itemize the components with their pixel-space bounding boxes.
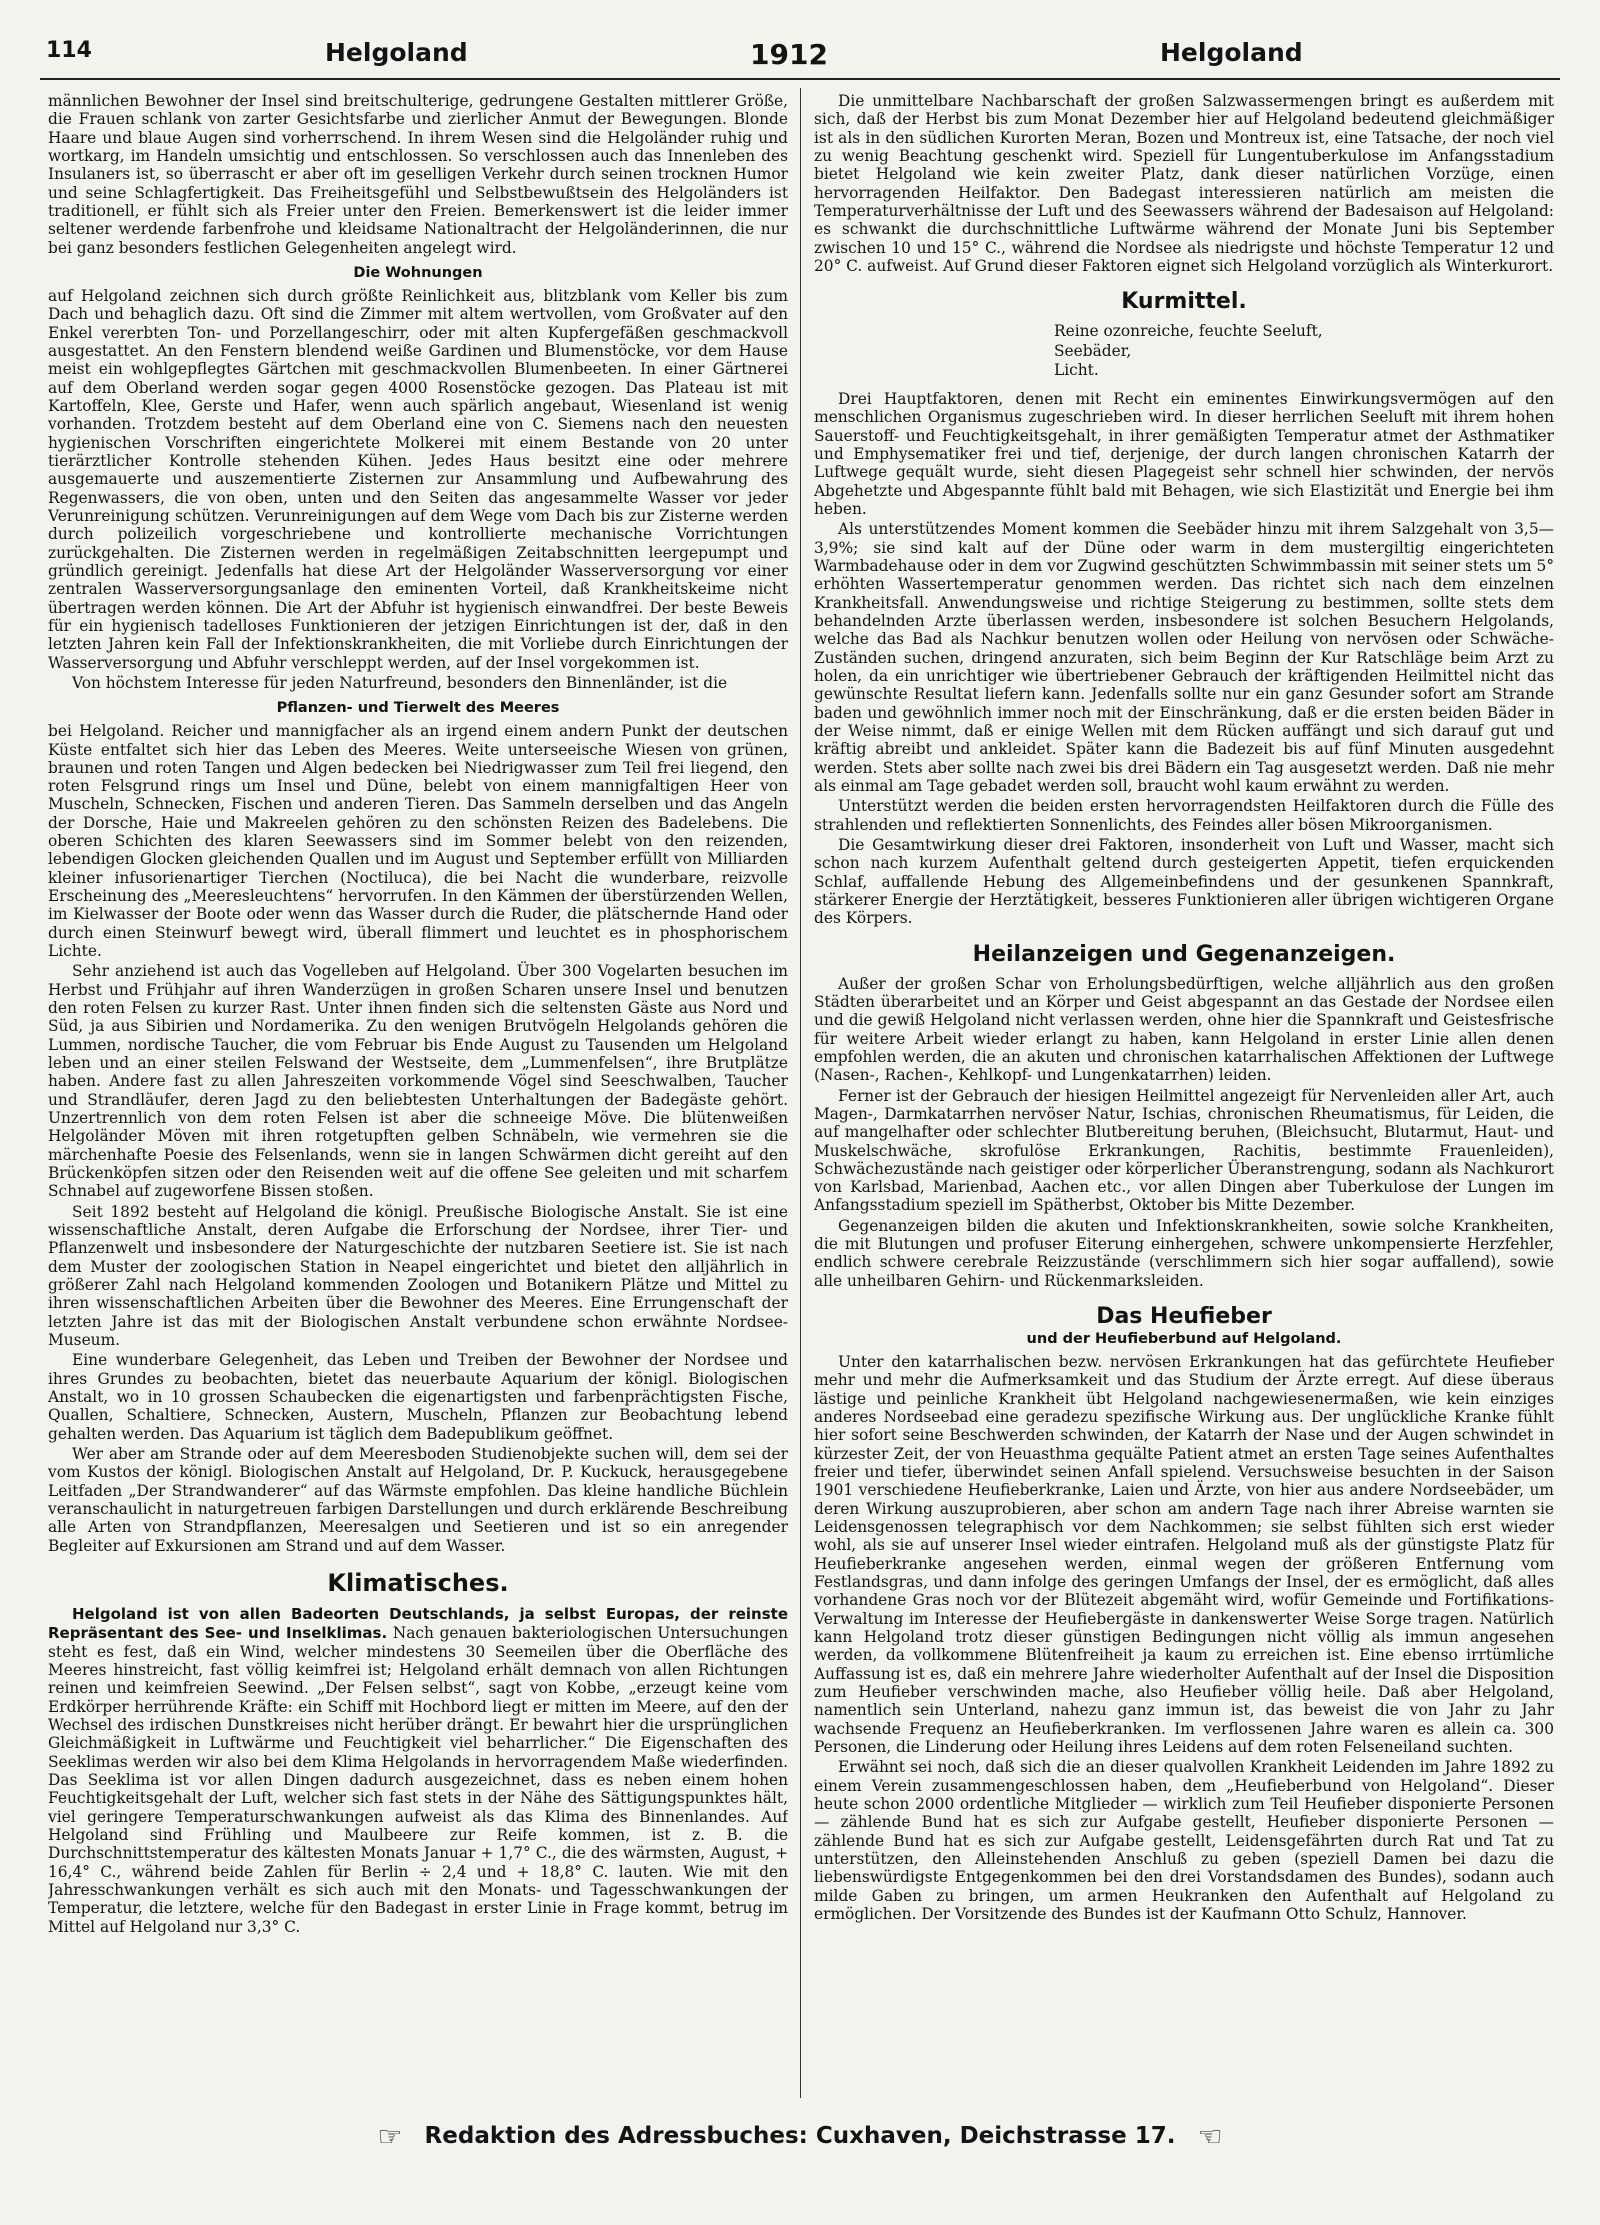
- paragraph-aquarium: Eine wunderbare Gelegenheit, das Leben und Treiben der Bewohner der Nordsee und ihres Grundes zu beobachten, bietet das neuerbaute Aquarium der königl. Biologischen Anstalt, wo in 10 grossen Schaubecken die eigenartigsten und farbenprächtigsten Fische, Quallen, Schaltiere, Schnecken, Austern, Muscheln, Pflanzen zur Beobachtung lebend gehalten werden. Das Aquarium ist täglich dem Badepublikum geöffnet.: [48, 1351, 788, 1443]
- paragraph-heilanzeigen-2: Ferner ist der Gebrauch der hiesigen Heilmittel angezeigt für Nervenleiden aller Art, auch Magen-, Darmkatarrhen nervöser Natur, Ischias, chronischen Rheumatismus, für Leiden, die auf mangelhafter oder schlechter Blutbereitung beruhen, (Bleichsucht, Blutarmut, Haut- und Muskelschwäche, skrofulöse Erkrankungen, Rachitis, bestimmte Frauenleiden), Schwächezustände nach geistiger oder körperlicher Überanstrengung, sodann als Nachkurort von Karlsbad, Marienbad, Aachen etc., vor allen Dingen aber Tuberkulose der Lungen im Anfangsstadium speziell im Spätherbst, Oktober bis Mitte Dezember.: [814, 1086, 1554, 1215]
- column-divider: [800, 88, 801, 2098]
- left-column: [48, 92, 788, 2100]
- heading-pflanzen-tierwelt: Pflanzen- und Tierwelt des Meeres: [276, 700, 560, 717]
- heading-wohnungen: Die Wohnungen: [353, 264, 483, 281]
- running-header: [40, 34, 1560, 80]
- pointing-hand-left-icon: ☜: [1197, 2120, 1223, 2153]
- heading-kurmittel: Kurmittel.: [1121, 289, 1247, 315]
- paragraph-inhabitants: männlichen Bewohner der Insel sind breitschulterige, gedrungene Gestalten mittlerer Größe, die Frauen schlank von zarter Gesichtsfarbe und zierlicher Anmut der Bewegungen. Blonde Haare und blaue Augen sind vorherrschend. In ihrem Wesen sind die Helgoländer ruhig und wortkarg, im Handeln umsichtig und entschlossen. So verschlossen auch das Innenleben des Insulaners ist, so überrascht er aber oft im geselligen Verkehr durch seinen trocknen Humor und seine Schlagfertigkeit. Das Freiheitsgefühl und Selbstbewußtsein des Helgoländers ist traditionell, er fühlt sich als Freier unter den Freien. Bemerkenswert ist die leider immer seltener werdende farbenfrohe und kleidsame Nationaltracht der Helgoländerinnen, die nur bei ganz besonders festlichen Gelegenheiten angelegt wird.: [48, 92, 788, 257]
- paragraph-wohnungen: auf Helgoland zeichnen sich durch größte Reinlichkeit aus, blitzblank vom Keller bis zum Dach und behaglich dazu. Oft sind die Zimmer mit altem wertvollen, vom Großvater auf den Enkel vererbten Ton- und Porzellangeschirr, oder mit alten Kupfergefäßen geschmackvoll ausgestattet. An den Fenstern blendend weiße Gardinen und Blumenstöcke, vor dem Hause meist ein wohlgepflegtes Gärtchen mit geschmackvollen Blumenbeeten. In einer Gärtnerei auf dem Oberland werden sogar gegen 4000 Rosenstöcke gezogen. Das Plateau ist mit Kartoffeln, Klee, Gerste und Hafer, wenn auch spärlich angebaut, Wiesenland ist wenig vorhanden. Trotzdem besteht auf dem Oberland eine von C. Siemens nach den neuesten hygienischen Vorschriften eingerichtete Molkerei mit einem Bestande von 20 unter tierärztlicher Kontrolle stehenden Kühen. Jedes Haus besitzt eine oder mehrere ausgemauerte und auszementierte Zisternen zur Ansammlung und Aufbewahrung des Regenwassers, die von oben, unten und den Seiten das angesammelte Wasser vor jeder Verunreinigung schützen. Verunreinigungen auf dem Wege vom Dach bis zur Zisterne werden durch polizeilich vorgeschriebene und kontrollierte mechanische Vorrichtungen zurückgehalten. Die Zisternen werden in regelmäßigen Zeitabschnitten leergepumpt und gründlich gereinigt. Jedenfalls hat diese Art der Helgoländer Wasserversorgung vor einer zentralen Wasserversorgungsanlage den eminenten Vorteil, daß Krankheitskeime nicht übertragen werden können. Die Art der Abfuhr ist hygienisch einwandfrei. Der beste Beweis für ein hygienisch tadelloses Funktionieren der jetzigen Einrichtungen ist der, daß in den letzten Jahren kein Fall der Infektionskrankheiten, die mit Vorliebe durch Einrichtungen der Wasserversorgung und Abfuhr verschleppt werden, auf der Insel vorgekommen ist.: [48, 286, 788, 672]
- header-title-right: Helgoland: [1160, 38, 1303, 67]
- paragraph-heufieber-2: Erwähnt sei noch, daß sich die an dieser qualvollen Krankheit Leidenden im Jahre 1892 zu einem Verein zusammengeschlossen haben, dem „Heufieberbund von Helgoland“. Dieser heute schon 2000 ordentliche Mitglieder — wirklich zum Teil Heufieber disponierte Personen — zählende Bund hat es sich zur Aufgabe gestellt, Heufieber disponierte Personen — zählende Bund hat es sich zur Aufgabe gestellt, Leidensgefährten durch Rat und Tat zu unterstützen, den Alleinstehenden Anschluß zu geben (speziell Damen bei dazu die liebenswürdigste Entgegenkommen bei den drei Vorstandsdamen des Bundes), sodann auch milde Gaben zu bringen, um armen Heukranken den Aufenthalt auf Helgoland zu ermöglichen. Der Vorsitzende des Bundes ist der Kaufmann Otto Schulz, Hannover.: [814, 1758, 1554, 1923]
- heading-heufieber: Das Heufieber: [1096, 1304, 1272, 1330]
- paragraph-vogelleben: Sehr anziehend ist auch das Vogelleben auf Helgoland. Über 300 Vogelarten besuchen im Herbst und Frühjahr auf ihren Wanderzügen in großen Scharen unsere Insel und benutzen den roten Felsen zu kurzer Rast. Unter ihnen finden sich die seltensten Gäste aus Nord und Süd, ja aus Sibirien und Nordamerika. Zu den wenigen Brutvögeln Helgolands gehören die Lummen, nordische Taucher, die vom Februar bis Ende August zu Tausenden um Helgoland leben und an einer steilen Felswand der Westseite, dem „Lummenfelsen“, ihre Brutplätze haben. Andere fast zu allen Jahreszeiten vorkommende Vögel sind Seeschwalben, Taucher und Strandläufer, deren Jagd zu den beliebtesten Unterhaltungen der Badegäste gehört. Unzertrennlich von dem roten Felsen ist aber die schneeige Möve. Die blütenweißen Helgoländer Möven mit ihren rotgetupften gelben Schnäbeln, wie vermehren sie die märchenhafte Poesie des Felsenlands, wenn sie in langen Schwärmen dicht gereiht auf den Brückenköpfen sitzen oder den Reisenden weit auf die offene See geleiten und mit scharfem Schnabel auf zugeworfene Bissen stoßen.: [48, 962, 788, 1201]
- heading-klimatisches: Klimatisches.: [327, 1568, 509, 1597]
- right-column: [814, 92, 1554, 2100]
- paragraph-gegenanzeigen: Gegenanzeigen bilden die akuten und Infektionskrankheiten, sowie solche Krankheiten, die mit Blutungen und profuser Eiterung einhergehen, schwere unkompensierte Herzfehler, endlich schwere cerebrale Reizzustände (verschlimmern sich hier sogar auffallend), sowie alle unheilbaren Gehirn- und Rückenmarksleiden.: [814, 1216, 1554, 1290]
- paragraph-gesamtwirkung: Die Gesamtwirkung dieser drei Faktoren, insonderheit von Luft und Wasser, macht sich schon nach kurzem Aufenthalt geltend durch gesteigerten Appetit, tiefen erquickenden Schlaf, auffallende Hebung des Allgemeinbefindens und der gesunkenen Spannkraft, stärkerer Energie der Herztätigkeit, besseres Funktionieren aller übrigen wichtigeren Organe des Körpers.: [814, 835, 1554, 928]
- subheading-heufieberbund: und der Heufieberbund auf Helgoland.: [1026, 1331, 1342, 1348]
- remedy-item: Licht.: [1054, 360, 1099, 379]
- page-number: 114: [46, 38, 92, 63]
- paragraph-pflanzen: bei Helgoland. Reicher und mannigfacher als an irgend einem andern Punkt der deutschen Küste entfaltet sich hier das Leben des Meeres. Weite unterseeische Wiesen von grünen, braunen und roten Tangen und Algen bedecken bei Niedrigwasser zum Teil frei liegend, den roten Felsgrund rings um Insel und Düne, belebt von einem mannigfaltigen Heer von Muscheln, Schnecken, Fischen und anderen Tieren. Das Sammeln derselben und das Angeln der Dorsche, Haie und Makreelen gehören zu den schönsten Reizen des Badelebens. Die oberen Schichten des klaren Seewassers sind im Sommer belebt von den reizenden, lebendigen Glocken gleichenden Quallen und im August und September erfüllt von Milliarden kleiner infusorienartiger Tierchen (Noctiluca), die bei Nacht die wunderbare, reizvolle Erscheinung des „Meeresleuchtens“ hervorrufen. In den Kämmen der überstürzenden Wellen, im Kielwasser der Boote oder wenn das Wasser durch die Ruder, die plätschernde Hand oder durch einen Steinwurf bewegt wird, überall flimmert und leuchtet es in phosphorischem Lichte.: [48, 722, 788, 961]
- footer-notice: [0, 2120, 1600, 2164]
- klima-body: Nach genauen bakteriologischen Untersuchungen steht es fest, daß ein Wind, welcher mindestens 30 Seemeilen über die Oberfläche des Meeres hinstreicht, fast völlig keimfrei ist; Helgoland erhält demnach von allen Richtungen reinen und keimfreien Seewind. „Der Felsen selbst“, sagt von Kobbe, „erzeugt keine vom Erdkörper herrührende Kräfte: ein Schiff mit Hochbord liegt er mitten im Meere, auf den der Wechsel des irdischen Dunstkreises nicht herüber drängt. Er bewahrt hier die ursprünglichen Gleichmäßigkeit in Luftwärme und Feuchtigkeit viel beharrlicher.“ Die Eigenschaften des Seeklimas werden wir also bei dem Klima Helgolands in hervorragendem Maße wiederfinden. Das Seeklima ist vor allen Dingen dadurch ausgezeichnet, dass es neben einem hohen Feuchtigkeitsgehalt der Luft, welcher sich fast stets in der Nähe des Sättigungspunktes hält, viel geringere Temperaturschwankungen aufweist als das Klima des Binnenlandes. Auf Helgoland sind Frühling und Maulbeere zur Reife kommen, ist z. B. die Durchschnittstemperatur des kältesten Monats Januar + 1,7° C., die des wärmsten, August, + 16,4° C., während beide Zahlen für Berlin ÷ 2,4 und + 18,8° C. lauten. Wie mit den Jahresschwankungen verhält es sich auch mit den Monats- und Tagesschwankungen der Temperatur, die letztere, welche für den Badegast in erster Linie in Frage kommt, betrug im Mittel auf Helgoland nur 3,3° C.: [48, 1623, 788, 1936]
- paragraph-strandwanderer: Wer aber am Strande oder auf dem Meeresboden Studienobjekte suchen will, dem sei der vom Kustos der königl. Biologischen Anstalt auf Helgoland, Dr. P. Kuckuck, herausgegebene Leitfaden „Der Strandwanderer“ auf das Wärmste empfohlen. Das kleine handliche Büchlein veranschaulicht in naturgetreuen farbigen Darstellungen und durch erklärende Beschreibung alle Arten von Strandpflanzen, Meeresalgen und Seetieren und ist so ein anregender Begleiter auf Exkursionen am Strand und auf dem Wasser.: [48, 1444, 788, 1555]
- klima-lead: Helgoland ist von allen Badeorten Deutschlands, ja selbst Europas, der reinste Repräsentant des See- und Inselklimas.: [48, 1604, 788, 1642]
- paragraph-licht: Unterstützt werden die beiden ersten hervorragendsten Heilfaktoren durch die Fülle des strahlenden und reflektierten Sonnenlichts, des Feindes aller bösen Mikroorganismen.: [814, 797, 1554, 834]
- paragraph-seebaeder: Als unterstützendes Moment kommen die Seebäder hinzu mit ihrem Salzgehalt von 3,5—3,9%; sie sind kalt auf der Düne oder warm in dem mustergiltig eingerichteten Warmbadehause oder in dem vor Zugwind geschützten Schwimmbassin mit seiner stets um 5° erhöhten Wassertemperatur genommen werden. Das richtet sich nach dem einzelnen Krankheitsfall. Anwendungsweise und richtige Steigerung zu bestimmen, sollte stets dem behandelnden Arzte überlassen werden, insbesondere ist solchen Besuchern Helgolands, welche das Bad als Nachkur benutzen wollen oder Heilung von nervösen oder Schwäche-Zuständen suchen, dringend anzuraten, sich beim Beginn der Kur Ratschläge beim Arzt zu holen, da ein unrichtiger wie übertriebener Gebrauch der kräftigenden Heilmittel nicht das gewünschte Resultat liefern kann. Jedenfalls sollte nur ein ganz Gesunder sofort am Strande baden und gewöhnlich immer noch mit der Einschränkung, daß er die ersten beiden Bäder in der Weise nimmt, daß er einige Wellen mit dem Rücken auffängt und sich darauf gut und kräftig abreibt und ankleidet. Später kann die Badezeit bis auf fünf Minuten ausgedehnt werden. Stets aber sollte nach zwei bis drei Bädern ein Tag ausgesetzt werden. Daß nie mehr als einmal am Tage gebadet werden soll, braucht wohl kaum erwähnt zu werden.: [814, 520, 1554, 795]
- remedy-item: Seebäder,: [1054, 341, 1132, 360]
- paragraph-heilanzeigen-1: Außer der großen Schar von Erholungsbedürftigen, welche alljährlich aus den großen Städten überarbeitet und an Körper und Geist abgespannt an das Gestade der Nordsee eilen und die gewiß Helgoland nicht verlassen werden, ohne hier die Spannkraft und Geistesfrische für weitere Arbeit wieder erlangt zu haben, kann Helgoland in erster Linie allen denen empfohlen werden, die an akuten und chronischen katarrhalischen Affektionen der Luftwege (Nasen-, Rachen-, Kehlkopf- und Lungenkatarrhen) leiden.: [814, 974, 1554, 1085]
- footer-text: Redaktion des Adressbuches: Cuxhaven, Deichstrasse 17.: [424, 2123, 1176, 2149]
- paragraph-biologische-anstalt: Seit 1892 besteht auf Helgoland die königl. Preußische Biologische Anstalt. Sie ist eine wissenschaftliche Anstalt, deren Aufgabe die Erforschung der Nordsee, ihrer Tier- und Pflanzenwelt und insbesondere der Naturgeschichte der nutzbaren Seetiere ist. Sie ist nach dem Muster der zoologischen Station in Neapel eingerichtet und bietet den alljährlich in größerer Zahl nach Helgoland kommenden Zoologen und Botanikern Plätze und Mittel zu ihren wissenschaftlichen Arbeiten über die Bewohner des Meeres. Eine Errungenschaft der letzten Jahre ist das mit der Biologischen Anstalt verbundene schon erwähnte Nordsee-Museum.: [48, 1202, 788, 1349]
- paragraph-heufieber-1: Unter den katarrhalischen bezw. nervösen Erkrankungen hat das gefürchtete Heufieber mehr und mehr die Aufmerksamkeit und das Studium der Ärzte erregt. Auf diese überaus lästige und peinliche Krankheit übt Helgoland nachgewiesenermaßen, wie kein einziges anderes Nordseebad eine geradezu spezifische Wirkung aus. Der unglückliche Kranke fühlt hier sofort seine Beschwerden schwinden, der Katarrh der Nase und der Augen schwindet in kürzester Zeit, der von Heuasthma gequälte Patient atmet an ersten Tage seines Aufenthaltes freier und tiefer, überwindet seinen Anfall spielend. Versuchsweise besuchten in der Saison 1901 verschiedene Heufieberkranke, Laien und Ärzte, von hier aus andere Nordseebäder, um deren Wirkung auszuprobieren, aber schon am andern Tage nach ihrer Abreise warnten sie Leidensgenossen telegraphisch vor dem Nachkommen; sie selbst fühlten sich erst wieder wohl, als sie auf unserer Insel wieder eintrafen. Helgoland muß als der günstigste Platz für Heufieberkranke angesehen werden, einmal wegen der größeren Entfernung vom Festlandsgras, und dann infolge des geringen Umfangs der Insel, der es ermöglicht, daß alles vorhandene Gras noch vor der Blütezeit abgemäht wird, wofür Gemeinde und Fortifikations-Verwaltung im Interesse der Heufiebergäste in dankenswerter Weise Sorge tragen. Natürlich kann Helgoland trotz dieser günstigen Bedingungen nicht völlig als immun angesehen werden, da vollkommene Blütenfreiheit ja kaum zu erreichen ist. Eine ebenso irrtümliche Auffassung ist es, daß ein mehrere Jahre wiederholter Aufenthalt auf der Insel die Disposition zum Heufieber verschwinden mache, also Heufieber völlig heile. Daß aber Helgoland, namentlich sein Unterland, nahezu ganz immun ist, das beweist die von Jahr zu Jahr wachsende Frequenz an Heufieberkranken. Im verflossenen Jahre waren es allein ca. 300 Personen, die Linderung oder Heilung ihres Leidens auf dem roten Felseneiland suchten.: [814, 1353, 1554, 1757]
- remedies-list: [1054, 322, 1554, 380]
- remedy-item: Reine ozonreiche, feuchte Seeluft,: [1054, 322, 1323, 341]
- pointing-hand-right-icon: ☞: [377, 2120, 403, 2153]
- header-year: 1912: [750, 38, 828, 71]
- paragraph-herbst: Die unmittelbare Nachbarschaft der großen Salzwassermengen bringt es außerdem mit sich, daß der Herbst bis zum Monat Dezember hier auf Helgoland bedeutend gleichmäßiger ist als in den südlichen Kurorten Meran, Bozen und Montreux ist, eine Tatsache, der noch viel zu wenig Beachtung geschenkt wird. Speziell für Lungentuberkulose im Anfangsstadium bietet Helgoland wie kein zweiter Platz, dank dieser natürlichen Vorzüge, einen hervorragenden Heilfaktor. Den Badegast interessieren natürlich am meisten die Temperaturverhältnisse der Luft und des Seewassers während der Badesaison auf Helgoland: es schwankt die durchschnittliche Luftwärme während der Monate Juni bis September zwischen 10 und 15° C., während die Nordsee als niedrigste und höchste Temperatur 12 und 20° C. aufweist. Auf Grund dieser Faktoren eignet sich Helgoland vorzüglich als Winterkurort.: [814, 92, 1554, 275]
- header-title-left: Helgoland: [325, 38, 468, 67]
- paragraph-naturfreund: Von höchstem Interesse für jeden Naturfreund, besonders den Binnenländer, ist die: [72, 673, 728, 692]
- paragraph-kurmittel: Drei Hauptfaktoren, denen mit Recht ein eminentes Einwirkungsvermögen auf den menschlichen Organismus zugeschrieben wird. In dieser herrlichen Seeluft mit ihrem hohen Sauerstoff- und Feuchtigkeitsgehalt, in ihrer gemäßigten Temperatur atmet der Asthmatiker und Emphysematiker frei und tief, derjenige, der durch langen chronischen Katarrh der Luftwege gequält wurde, sieht diesen Plagegeist sehr schnell hier schwinden, der nervös Abgehetzte und Abgespannte fühlt bald mit Behagen, wie sich Elastizität und Energie bei ihm heben.: [814, 390, 1554, 518]
- paragraph-klima: [48, 1605, 788, 1936]
- heading-heilanzeigen: Heilanzeigen und Gegenanzeigen.: [972, 941, 1396, 967]
